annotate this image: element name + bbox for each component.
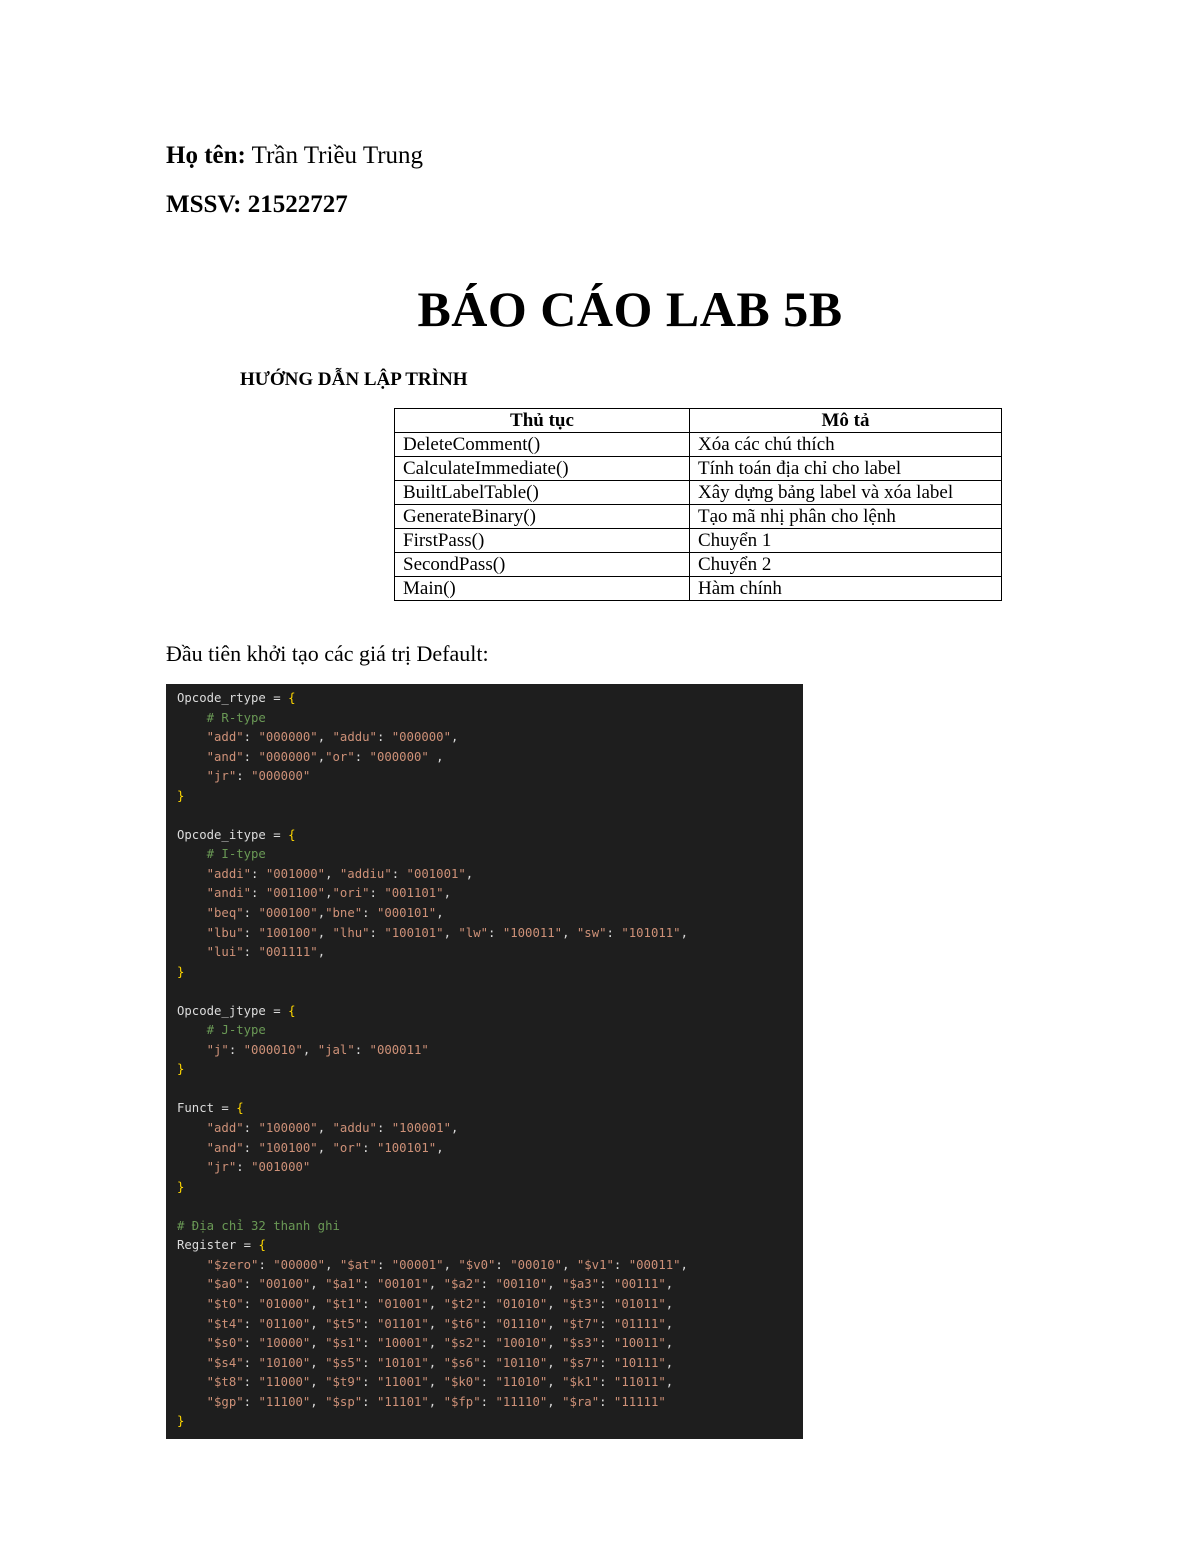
code-line: "lbu": "100100", "lhu": "100101", "lw": "100011", "sw": "101011", <box>206 925 688 940</box>
header-procedure: Thủ tục <box>395 409 690 433</box>
table-row <box>395 433 1002 457</box>
code-line: } <box>177 788 185 803</box>
code-screenshot <box>166 684 803 1439</box>
student-name-line <box>166 142 423 170</box>
code-line: Opcode_jtype = { <box>177 1003 296 1018</box>
code-line: "add": "100000", "addu": "100001", <box>206 1121 459 1136</box>
code-line: "$zero": "00000", "$at": "00001", "$v0": "00010", "$v1": "00011", <box>206 1257 688 1272</box>
report-title: BÁO CÁO LAB 5B <box>417 281 843 337</box>
procedure-cell: BuiltLabelTable() <box>395 481 690 505</box>
code-line: # R-type <box>177 710 266 725</box>
description-cell: Tạo mã nhị phân cho lệnh <box>690 505 1002 529</box>
code-line: "add": "000000", "addu": "000000", <box>206 730 459 745</box>
code-line: # I-type <box>177 847 266 862</box>
section-subtitle: HƯỚNG DẪN LẬP TRÌNH <box>240 369 468 390</box>
code-line: # J-type <box>177 1023 266 1038</box>
code-line: "addi": "001000", "addiu": "001001", <box>206 866 474 881</box>
code-line: "and": "000000","or": "000000" , <box>206 749 444 764</box>
mssv-label: MSSV: <box>166 191 242 218</box>
table-row <box>395 553 1002 577</box>
table-row <box>395 481 1002 505</box>
mssv-value: 21522727 <box>247 191 348 218</box>
code-line: } <box>177 964 185 979</box>
procedure-cell: DeleteComment() <box>395 433 690 457</box>
code-line <box>177 1197 803 1217</box>
code-line: "$t4": "01100", "$t5": "01101", "$t6": "01110", "$t7": "01111", <box>206 1316 674 1331</box>
code-line: "$a0": "00100", "$a1": "00101", "$a2": "00110", "$a3": "00111", <box>206 1277 674 1292</box>
description-cell: Xóa các chú thích <box>690 433 1002 457</box>
code-line: Register = { <box>177 1238 266 1253</box>
name-value: Trần Triều Trung <box>251 142 424 169</box>
procedure-cell: Main() <box>395 577 690 601</box>
code-line: } <box>177 1062 185 1077</box>
code-line: # Địa chỉ 32 thanh ghi <box>177 1218 340 1233</box>
code-line: "jr": "000000" <box>206 769 311 784</box>
table-row <box>395 577 1002 601</box>
table-row <box>395 457 1002 481</box>
description-cell: Chuyển 1 <box>690 529 1002 553</box>
procedure-cell: GenerateBinary() <box>395 505 690 529</box>
description-cell: Hàm chính <box>690 577 1002 601</box>
code-line: Opcode_rtype = { <box>177 691 296 705</box>
code-line: "$t0": "01000", "$t1": "01001", "$t2": "01010", "$t3": "01011", <box>206 1296 674 1311</box>
code-line <box>177 806 803 826</box>
code-line: } <box>177 1414 185 1429</box>
table-header-row <box>395 409 1002 433</box>
procedure-cell: CalculateImmediate() <box>395 457 690 481</box>
code-line: Funct = { <box>177 1101 244 1116</box>
code-line: "$s4": "10100", "$s5": "10101", "$s6": "10110", "$s7": "10111", <box>206 1355 674 1370</box>
code-line: "$gp": "11100", "$sp": "11101", "$fp": "11110", "$ra": "11111" <box>206 1394 666 1409</box>
intro-text: Đầu tiên khởi tạo các giá trị Default: <box>166 641 489 666</box>
code-line: "lui": "001111", <box>206 945 326 960</box>
code-line <box>177 982 803 1002</box>
header-description: Mô tả <box>690 409 1002 433</box>
code-line: "and": "100100", "or": "100101", <box>206 1140 444 1155</box>
code-line <box>177 1080 803 1100</box>
code-line: "beq": "000100","bne": "000101", <box>206 906 444 921</box>
code-line: "$s0": "10000", "$s1": "10001", "$s2": "10010", "$s3": "10011", <box>206 1336 674 1351</box>
table-row <box>395 529 1002 553</box>
procedure-table <box>394 408 1002 601</box>
code-line: } <box>177 1179 185 1194</box>
description-cell: Chuyển 2 <box>690 553 1002 577</box>
table-row <box>395 505 1002 529</box>
name-label: Họ tên: <box>166 142 246 169</box>
code-line: "j": "000010", "jal": "000011" <box>206 1042 429 1057</box>
code-line: Opcode_itype = { <box>177 827 296 842</box>
code-line: "andi": "001100","ori": "001101", <box>206 886 451 901</box>
code-line: "jr": "001000" <box>206 1160 311 1175</box>
procedure-cell: SecondPass() <box>395 553 690 577</box>
procedure-cell: FirstPass() <box>395 529 690 553</box>
description-cell: Xây dựng bảng label và xóa label <box>690 481 1002 505</box>
code-line: "$t8": "11000", "$t9": "11001", "$k0": "11010", "$k1": "11011", <box>206 1375 674 1390</box>
description-cell: Tính toán địa chỉ cho label <box>690 457 1002 481</box>
student-id-line <box>166 191 348 219</box>
